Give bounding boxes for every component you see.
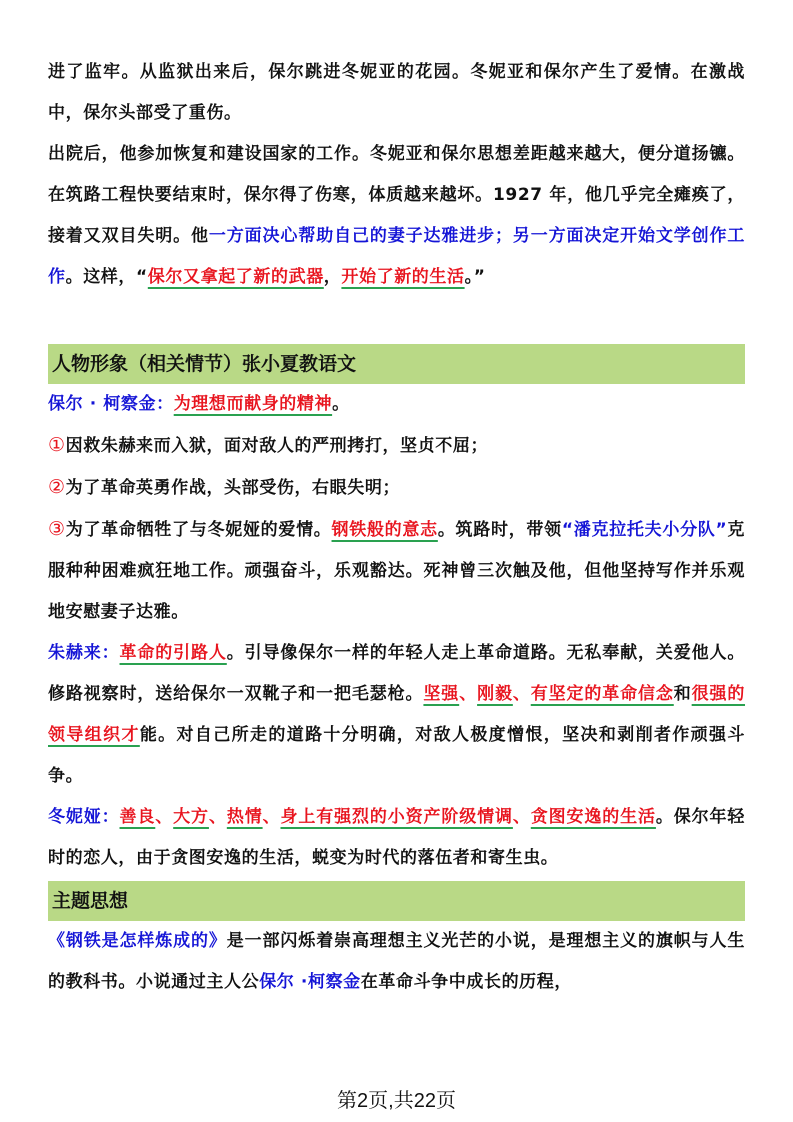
highlight-red: 保尔又拿起了新的武器 <box>147 267 324 287</box>
circled-number-3: ③ <box>48 518 66 540</box>
highlight-blue: 一方面决心帮助自己的妻子达雅进步；另一方面决定开始文学创作工作 <box>48 226 746 287</box>
section-heading-theme: 主题思想 <box>48 881 745 921</box>
character-zhu: 朱赫来：革命的引路人。引导像保尔一样的年轻人走上革命道路。无私奉献，关爱他人。修路视察时，送给保尔一双靴子和一把毛瑟枪。坚强、刚毅、有坚定的革命信念和很强的领导组织才能。对自己所走的道路十分明确，对敌人极度憎恨，坚决和剥削者作顽强斗争。 <box>48 643 746 786</box>
highlight-red: 革命的引路人 <box>119 643 227 663</box>
highlight-red: 贪图安逸的生活 <box>530 807 656 827</box>
list-item-2: ②为了革命英勇作战，头部受伤，右眼失明； <box>48 476 401 498</box>
page-number: 第2页,共22页 <box>337 1090 456 1112</box>
highlight-blue: “潘克拉托夫小分队” <box>561 520 728 540</box>
highlight-red: 有坚定的革命信念 <box>530 684 674 704</box>
highlight-red: 热情 <box>226 807 263 827</box>
list-item-1: ①因救朱赫来而入狱，面对敌人的严刑拷打，坚贞不屈； <box>48 434 489 456</box>
page-content <box>48 52 745 1003</box>
highlight-red: 很强的领导组织才 <box>48 684 746 745</box>
paragraph-plot-1: 进了监牢。从监狱出来后，保尔跳进冬妮亚的花园。冬妮亚和保尔产生了爱情。在激战中，保尔头部受了重伤。 <box>48 62 745 123</box>
book-title: 《钢铁是怎样炼成的》 <box>48 931 227 951</box>
list-item-3: ③为了革命牺牲了与冬妮娅的爱情。钢铁般的意志。筑路时，带领“潘克拉托夫小分队”克服种种困难疯狂地工作。顽强奋斗，乐观豁达。死神曾三次触及他，但他坚持写作并乐观地安慰妻子达雅。 <box>48 518 745 622</box>
highlight-red: 开始了新的生活 <box>341 267 465 287</box>
protagonist-name: 保尔 ·柯察金 <box>259 972 361 992</box>
circled-number-1: ① <box>48 434 66 456</box>
character-pavel: 保尔 · 柯察金：为理想而献身的精神。 <box>48 394 350 414</box>
highlight-red: 刚毅 <box>477 684 513 704</box>
character-name: 朱赫来： <box>48 643 120 663</box>
highlight-red: 坚强 <box>423 684 460 704</box>
highlight-red: 为理想而献身的精神 <box>173 394 333 414</box>
section-heading-characters: 人物形象（相关情节）张小夏教语文 <box>48 344 745 384</box>
highlight-red: 钢铁般的意志 <box>331 520 438 540</box>
character-name: 冬妮娅： <box>48 807 120 827</box>
highlight-red: 身上有强烈的小资产阶级情调 <box>280 807 513 827</box>
character-tonya: 冬妮娅：善良、大方、热情、身上有强烈的小资产阶级情调、贪图安逸的生活。保尔年轻时的恋人，由于贪图安逸的生活，蜕变为时代的落伍者和寄生虫。 <box>48 807 746 868</box>
character-name: 保尔 · 柯察金： <box>48 394 174 414</box>
highlight-red: 大方 <box>173 807 209 827</box>
paragraph-theme: 《钢铁是怎样炼成的》是一部闪烁着崇高理想主义光芒的小说，是理想主义的旗帜与人生的教科书。小说通过主人公保尔 ·柯察金在革命斗争中成长的历程， <box>48 931 746 992</box>
highlight-red: 善良 <box>119 807 156 827</box>
paragraph-plot-2: 出院后，他参加恢复和建设国家的工作。冬妮亚和保尔思想差距越来越大，便分道扬镳。在筑路工程快要结束时，保尔得了伤寒，体质越来越坏。1927 年，他几乎完全瘫痪了，接着又双目失明。他一方面决心帮助自己的妻子达雅进步；另一方面决定开始文学创作工作。这样，“保尔又拿起了新的武器，开始了新的生活。” <box>48 144 746 287</box>
circled-number-2: ② <box>48 476 66 498</box>
